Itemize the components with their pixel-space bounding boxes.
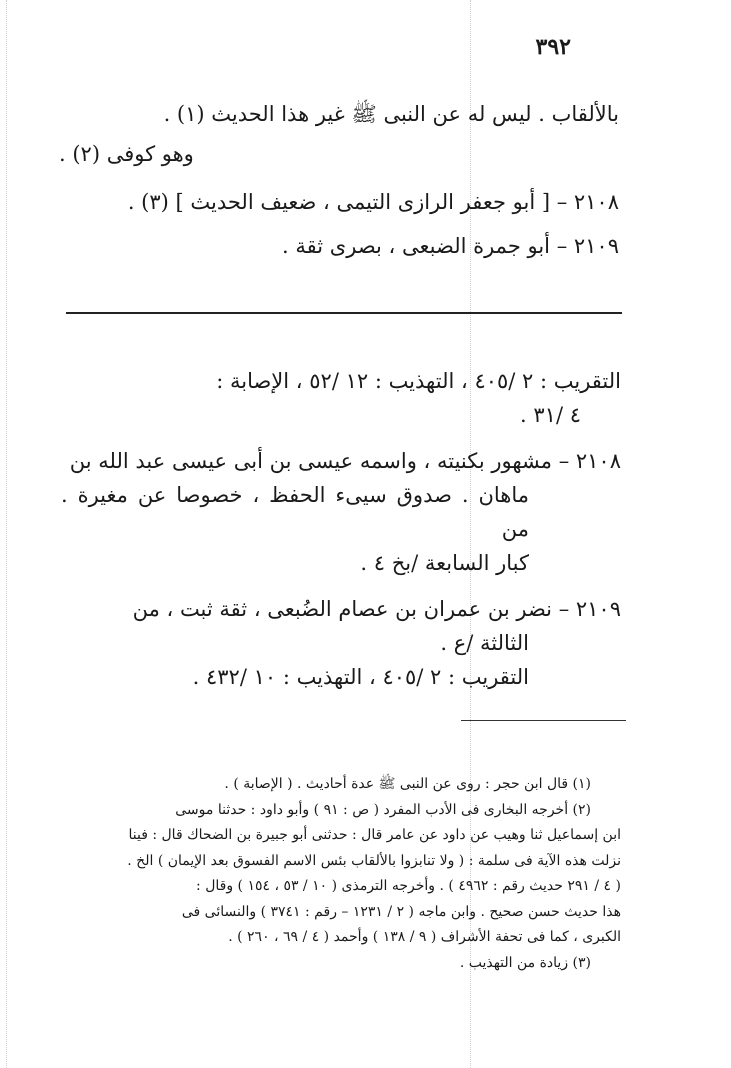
taqrib-note-1-cont: ٤ /٣١ . (520, 403, 581, 427)
main-line-1: بالألقاب . ليس له عن النبى ﷺ غير هذا الحديث (١) . (163, 102, 619, 126)
entry-2108-line-3: كبار السابعة /بخ ٤ . (360, 551, 529, 575)
footnote-2-line-4: ( ٤ / ٢٩١ حديث رقم : ٤٩٦٢ ) . وأخرجه الترمذى ( ١٠ / ٥٣ ، ١٥٤ ) وقال : (196, 878, 621, 894)
footnotes (1, 772, 621, 976)
footnote-2-line-5: هذا حديث حسن صحيح . وابن ماجه ( ٢ / ١٢٣١ – رقم : ٣٧٤١ ) والنسائى فى (181, 903, 621, 920)
main-text (59, 94, 619, 266)
footnote-1: (١) قال ابن حجر : روى عن النبى ﷺ عدة أحاديث . ( الإصابة ) . (224, 776, 591, 792)
entry-2109-line-1: ٢١٠٩ – نضر بن عمران بن عصام الضُبعى ، ثقة ثبت ، من (132, 597, 621, 621)
footnote-2-line-2: ابن إسماعيل ثنا وهيب عن داود عن عامر قال : حدثنى أبو جبيرة بن الضحاك قال : فينا (128, 827, 621, 843)
page-number: ٣٩٢ (535, 34, 571, 60)
footnote-3: (٣) زيادة من التهذيب . (459, 954, 591, 971)
main-line-2-text: وهو كوفى (٢) . (59, 142, 194, 166)
section-divider (66, 312, 622, 314)
footnote-2-line-6: الكبرى ، كما فى تحفة الأشراف ( ٩ / ١٣٨ ) وأحمد ( ٤ / ٦٩ ، ٢٦٠ ) . (228, 929, 621, 945)
commentary (61, 364, 621, 694)
taqrib-note-1: التقريب : ٢ /٤٠٥ ، التهذيب : ١٢ /٥٢ ، الإصابة : (216, 369, 621, 393)
main-line-2 (59, 134, 529, 174)
entry-2108-line-2: ماهان . صدوق سيىء الحفظ ، خصوصا عن مغيرة . من (61, 483, 529, 541)
footnote-2-line-1: (٢) أخرجه البخارى فى الأدب المفرد ( ص : ٩١ ) وأبو داود : حدثنا موسى (175, 801, 591, 818)
entry-2109-heading: ٢١٠٩ – أبو جمرة الضبعى ، بصرى ثقة . (282, 234, 619, 258)
footnote-2-line-3: نزلت هذه الآية فى سلمة : ( ولا تنابزوا بالألقاب بئس الاسم الفسوق بعد الإيمان ) الخ . (127, 852, 621, 869)
entry-2108-heading: ٢١٠٨ – [ أبو جعفر الرازى التيمى ، ضعيف الحديث ] (٣) . (127, 190, 619, 214)
footnote-divider (461, 720, 626, 721)
taqrib-note-2: التقريب : ٢ /٤٠٥ ، التهذيب : ١٠ /٤٣٢ . (192, 665, 529, 689)
entry-2109-line-2: الثالثة /ع . (440, 631, 529, 655)
entry-2108-line-1: ٢١٠٨ – مشهور بكنيته ، واسمه عيسى بن أبى عيسى عبد الله بن (69, 449, 621, 473)
